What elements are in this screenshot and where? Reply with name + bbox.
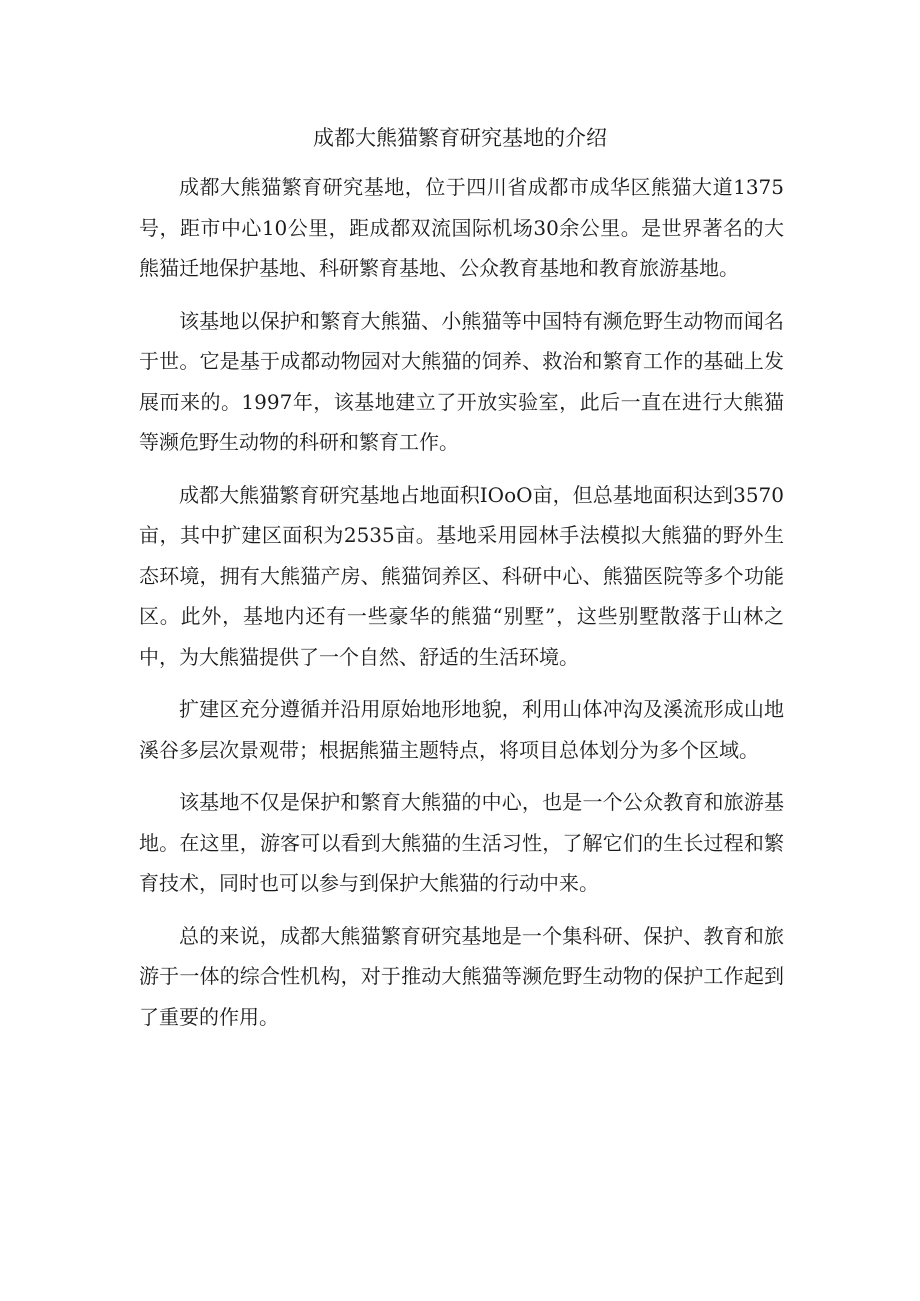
paragraph-6: 总的来说，成都大熊猫繁育研究基地是一个集科研、保护、教育和旅游于一体的综合性机构，对于推动大熊猫等濒危野生动物的保护工作起到了重要的作用。 xyxy=(139,923,784,1029)
paragraph-3: 成都大熊猫繁育研究基地占地面积IOoO亩，但总基地面积达到3570亩，其中扩建区面积为2535亩。基地采用园林手法模拟大熊猫的野外生态环境，拥有大熊猫产房、熊猫饲养区、科研中心、熊猫医院等多个功能区。此外，基地内还有一些豪华的熊猫“别墅”，这些别墅散落于山林之中，为大熊猫提供了一个自然、舒适的生活环境。 xyxy=(139,482,784,669)
document-title: 成都大熊猫繁育研究基地的介绍 xyxy=(313,126,607,150)
paragraph-5: 该基地不仅是保护和繁育大熊猫的中心，也是一个公众教育和旅游基地。在这里，游客可以看到大熊猫的生活习性，了解它们的生长过程和繁育技术，同时也可以参与到保护大熊猫的行动中来。 xyxy=(139,790,784,895)
paragraph-2: 该基地以保护和繁育大熊猫、小熊猫等中国特有濒危野生动物而闻名于世。它是基于成都动物园对大熊猫的饲养、救治和繁育工作的基础上发展而来的。1997年，该基地建立了开放实验室，此后一直在进行大熊猫等濒危野生动物的科研和繁育工作。 xyxy=(139,308,784,454)
document-body xyxy=(139,167,784,1049)
paragraph-4: 扩建区充分遵循并沿用原始地形地貌，利用山体冲沟及溪流形成山地溪谷多层次景观带；根据熊猫主题特点，将项目总体划分为多个区域。 xyxy=(139,697,784,762)
paragraph-1: 成都大熊猫繁育研究基地，位于四川省成都市成华区熊猫大道1375号，距市中心10公里，距成都双流国际机场30余公里。是世界著名的大熊猫迁地保护基地、科研繁育基地、公众教育基地和教育旅游基地。 xyxy=(139,175,784,280)
